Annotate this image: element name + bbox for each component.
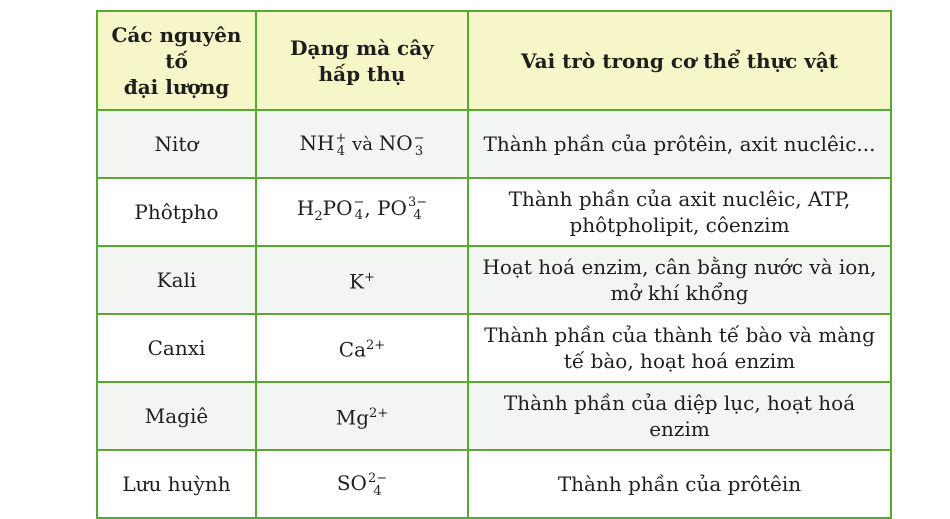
absorbed-form: $Mg^{2+}$ [256, 382, 468, 450]
absorbed-form: $H_2PO$ − 4 , PO 3− 4 [256, 178, 468, 246]
nutrient-table [96, 10, 892, 519]
table-row [97, 382, 891, 450]
absorbed-form: $Ca^{2+}$ [256, 314, 468, 382]
element-name: Phôtpho [97, 178, 256, 246]
plant-role: Thành phần của prôtêin [468, 450, 891, 518]
absorbed-form: NH + 4 và NO − 3 [256, 110, 468, 178]
table-row [97, 110, 891, 178]
table-row [97, 246, 891, 314]
table-row [97, 178, 891, 246]
plant-role: Thành phần của prôtêin, axit nuclêic... [468, 110, 891, 178]
header-role: Vai trò trong cơ thể thực vật [468, 11, 891, 110]
table-row [97, 450, 891, 518]
plant-role: Thành phần của axit nuclêic, ATP, phôtpholipit, côenzim [468, 178, 891, 246]
plant-role: Thành phần của thành tế bào và màng tế bào, hoạt hoá enzim [468, 314, 891, 382]
element-name: Lưu huỳnh [97, 450, 256, 518]
element-name: Canxi [97, 314, 256, 382]
header-form: Dạng mà cây hấp thụ [256, 11, 468, 110]
table-row [97, 314, 891, 382]
plant-role: Thành phần của diệp lục, hoạt hoá enzim [468, 382, 891, 450]
element-name: Kali [97, 246, 256, 314]
header-element: Các nguyên tố đại lượng [97, 11, 256, 110]
element-name: Nitơ [97, 110, 256, 178]
absorbed-form: SO 2− 4 [256, 450, 468, 518]
element-name: Magiê [97, 382, 256, 450]
absorbed-form: K+ [256, 246, 468, 314]
plant-role: Hoạt hoá enzim, cân bằng nước và ion, mở khí khổng [468, 246, 891, 314]
header-row [97, 11, 891, 110]
